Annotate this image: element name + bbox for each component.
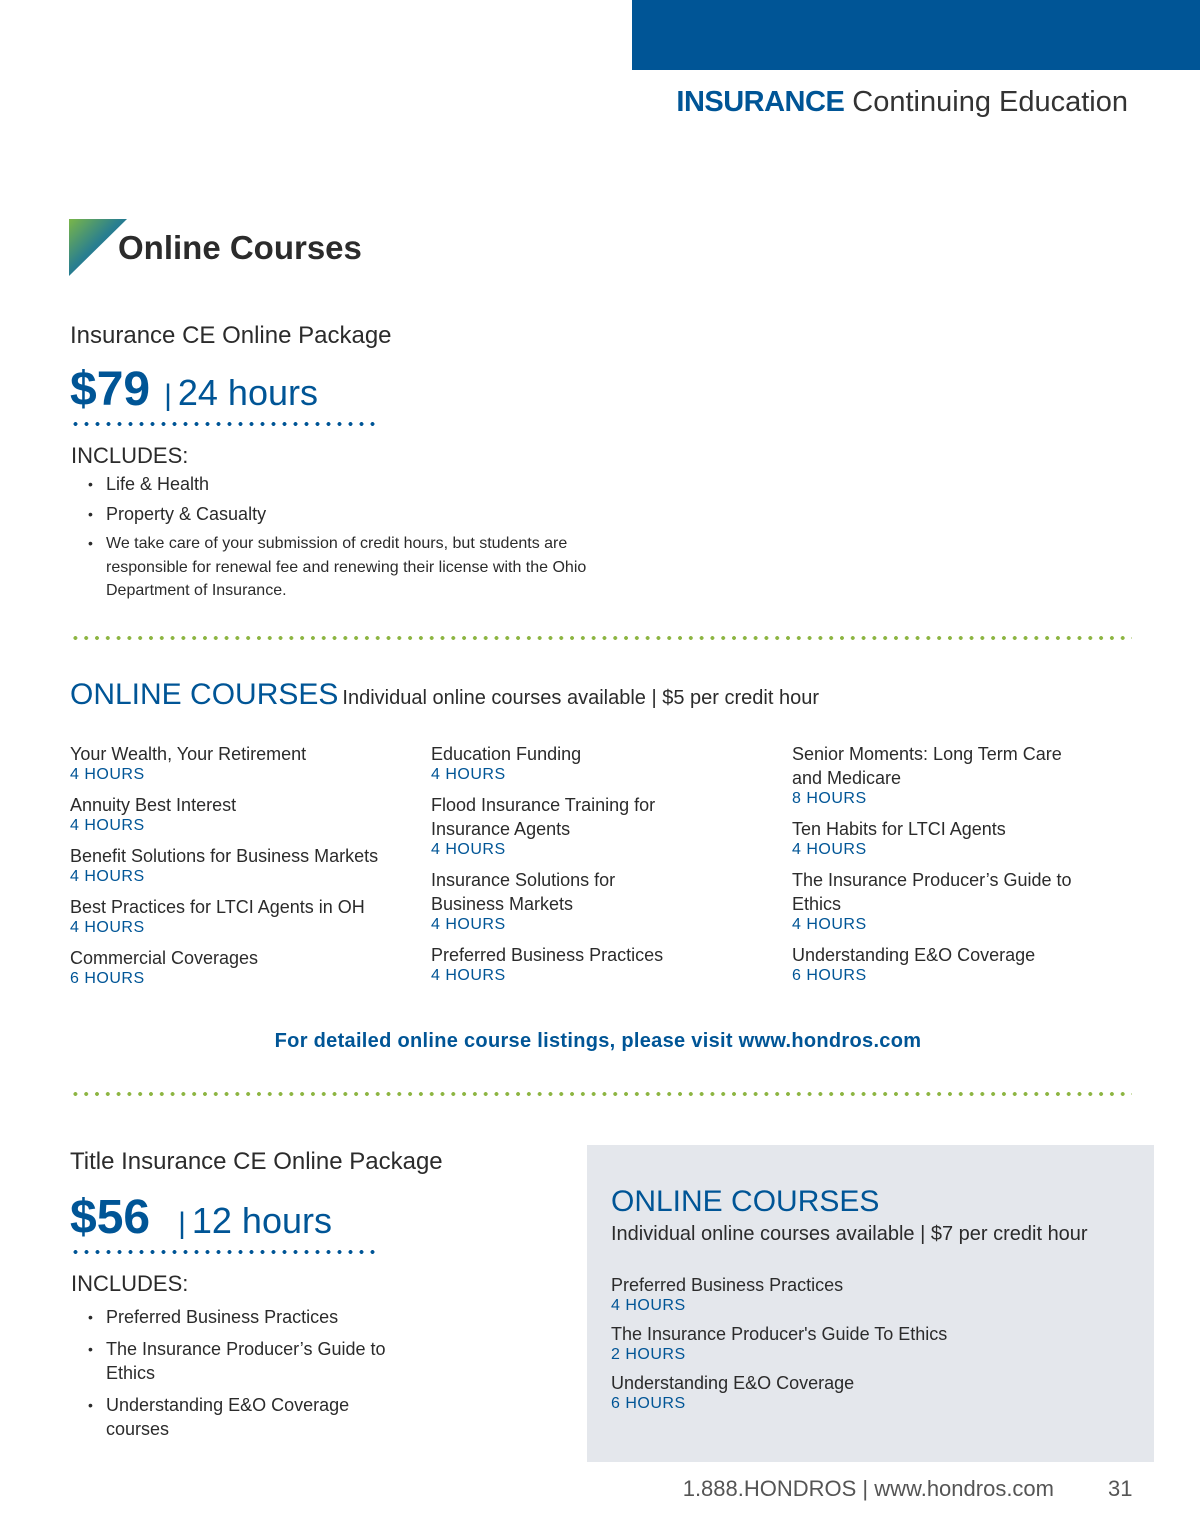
course-hours: 4 HOURS	[611, 1297, 686, 1314]
course-hours: 4 HOURS	[70, 868, 145, 885]
course-column	[70, 742, 415, 997]
course-name: Education Funding	[431, 744, 582, 764]
course-name: Annuity Best Interest	[70, 795, 237, 815]
course-item	[70, 742, 415, 784]
course-name: Best Practices for LTCI Agents in OH	[70, 897, 365, 917]
course-name: Your Wealth, Your Retirement	[70, 744, 307, 764]
course-hours: 4 HOURS	[70, 919, 145, 936]
list-item: • Property & Casualty	[88, 502, 618, 526]
course-name: Flood Insurance Training for Insurance Agents	[431, 795, 656, 839]
section-header	[676, 86, 1128, 119]
includes-label: INCLUDES:	[71, 443, 189, 468]
title-online-courses-heading: ONLINE COURSES	[611, 1185, 880, 1218]
course-item	[792, 943, 1092, 985]
course-hours: 4 HOURS	[70, 766, 145, 783]
page-number: 31	[1108, 1476, 1133, 1501]
course-name: Commercial Coverages	[70, 948, 259, 968]
title-course-list	[611, 1273, 1131, 1420]
package-title: Title Insurance CE Online Package	[70, 1148, 443, 1175]
course-hours: 6 HOURS	[70, 970, 145, 987]
price-separator: |	[164, 379, 172, 412]
course-item	[431, 742, 761, 784]
package-price-line	[70, 1190, 332, 1245]
course-item	[431, 943, 761, 985]
course-hours: 4 HOURS	[431, 841, 506, 858]
footer-contact: 1.888.HONDROS | www.hondros.com	[682, 1476, 1054, 1501]
package-price-line	[70, 362, 318, 417]
course-name: The Insurance Producer's Guide To Ethics	[611, 1324, 948, 1344]
course-name: Insurance Solutions for Business Markets	[431, 870, 616, 914]
course-name: Preferred Business Practices	[611, 1275, 844, 1295]
dotted-divider	[70, 1091, 1132, 1097]
course-item	[792, 742, 1092, 808]
online-courses-subtitle: Individual online courses available | $5 per credit hour	[342, 687, 819, 709]
course-hours: 4 HOURS	[792, 841, 867, 858]
course-column	[792, 742, 1092, 994]
course-name: The Insurance Producer’s Guide to Ethics	[792, 870, 1072, 914]
course-name: Ten Habits for LTCI Agents	[792, 819, 1006, 839]
package-title: Insurance CE Online Package	[70, 322, 392, 349]
title-online-courses-subtitle: Individual online courses available | $7 per credit hour	[611, 1223, 1088, 1245]
package-hours: 24 hours	[177, 372, 318, 413]
course-name: Senior Moments: Long Term Care and Medicare	[792, 744, 1062, 788]
course-name: Understanding E&O Coverage	[792, 945, 1036, 965]
includes-list	[88, 1305, 388, 1441]
course-item	[792, 817, 1092, 859]
course-item	[70, 946, 415, 988]
course-column	[431, 742, 761, 994]
page-title: Online Courses	[118, 229, 362, 266]
course-hours: 2 HOURS	[611, 1346, 686, 1363]
package-hours: 12 hours	[191, 1200, 332, 1241]
course-item	[611, 1322, 1131, 1364]
course-item	[792, 868, 1077, 934]
online-courses-title: ONLINE COURSES	[70, 678, 339, 711]
course-hours: 6 HOURS	[611, 1395, 686, 1412]
course-item	[431, 868, 651, 934]
includes-label: INCLUDES:	[71, 1271, 189, 1296]
header-color-bar	[632, 0, 1200, 70]
course-hours: 8 HOURS	[792, 790, 867, 807]
course-hours: 4 HOURS	[431, 967, 506, 984]
list-item: • Understanding E&O Coverage courses	[88, 1393, 358, 1441]
title-online-courses-panel	[587, 1145, 1154, 1462]
online-courses-heading	[70, 678, 819, 712]
course-hours: 4 HOURS	[792, 916, 867, 933]
package-price: $56	[70, 1191, 151, 1244]
section-category: INSURANCE	[676, 86, 845, 118]
course-item	[70, 793, 415, 835]
course-name: Understanding E&O Coverage	[611, 1373, 855, 1393]
course-hours: 6 HOURS	[792, 967, 867, 984]
course-item	[70, 844, 415, 886]
includes-list	[88, 472, 618, 603]
list-item: • Preferred Business Practices	[88, 1305, 388, 1329]
course-hours: 4 HOURS	[431, 916, 506, 933]
course-item	[70, 895, 415, 937]
course-hours: 4 HOURS	[70, 817, 145, 834]
section-subtitle: Continuing Education	[852, 86, 1128, 118]
course-item	[611, 1371, 1131, 1413]
course-item	[431, 793, 691, 859]
package-price: $79	[70, 363, 151, 416]
price-separator: |	[178, 1207, 186, 1240]
course-hours: 4 HOURS	[431, 766, 506, 783]
list-item: • Life & Health	[88, 472, 618, 496]
dotted-divider	[70, 635, 1132, 641]
course-item	[611, 1273, 1131, 1315]
list-item: • We take care of your submission of credit hours, but students are responsible for renewal fee and renewing their license with the Ohio Department of Insurance.	[88, 532, 618, 603]
course-name: Preferred Business Practices	[431, 945, 664, 965]
dotted-divider	[70, 421, 376, 427]
dotted-divider	[70, 1249, 376, 1255]
course-name: Benefit Solutions for Business Markets	[70, 846, 379, 866]
visit-note: For detailed online course listings, please visit www.hondros.com	[274, 1030, 922, 1052]
list-item: • The Insurance Producer’s Guide to Ethics	[88, 1337, 388, 1385]
